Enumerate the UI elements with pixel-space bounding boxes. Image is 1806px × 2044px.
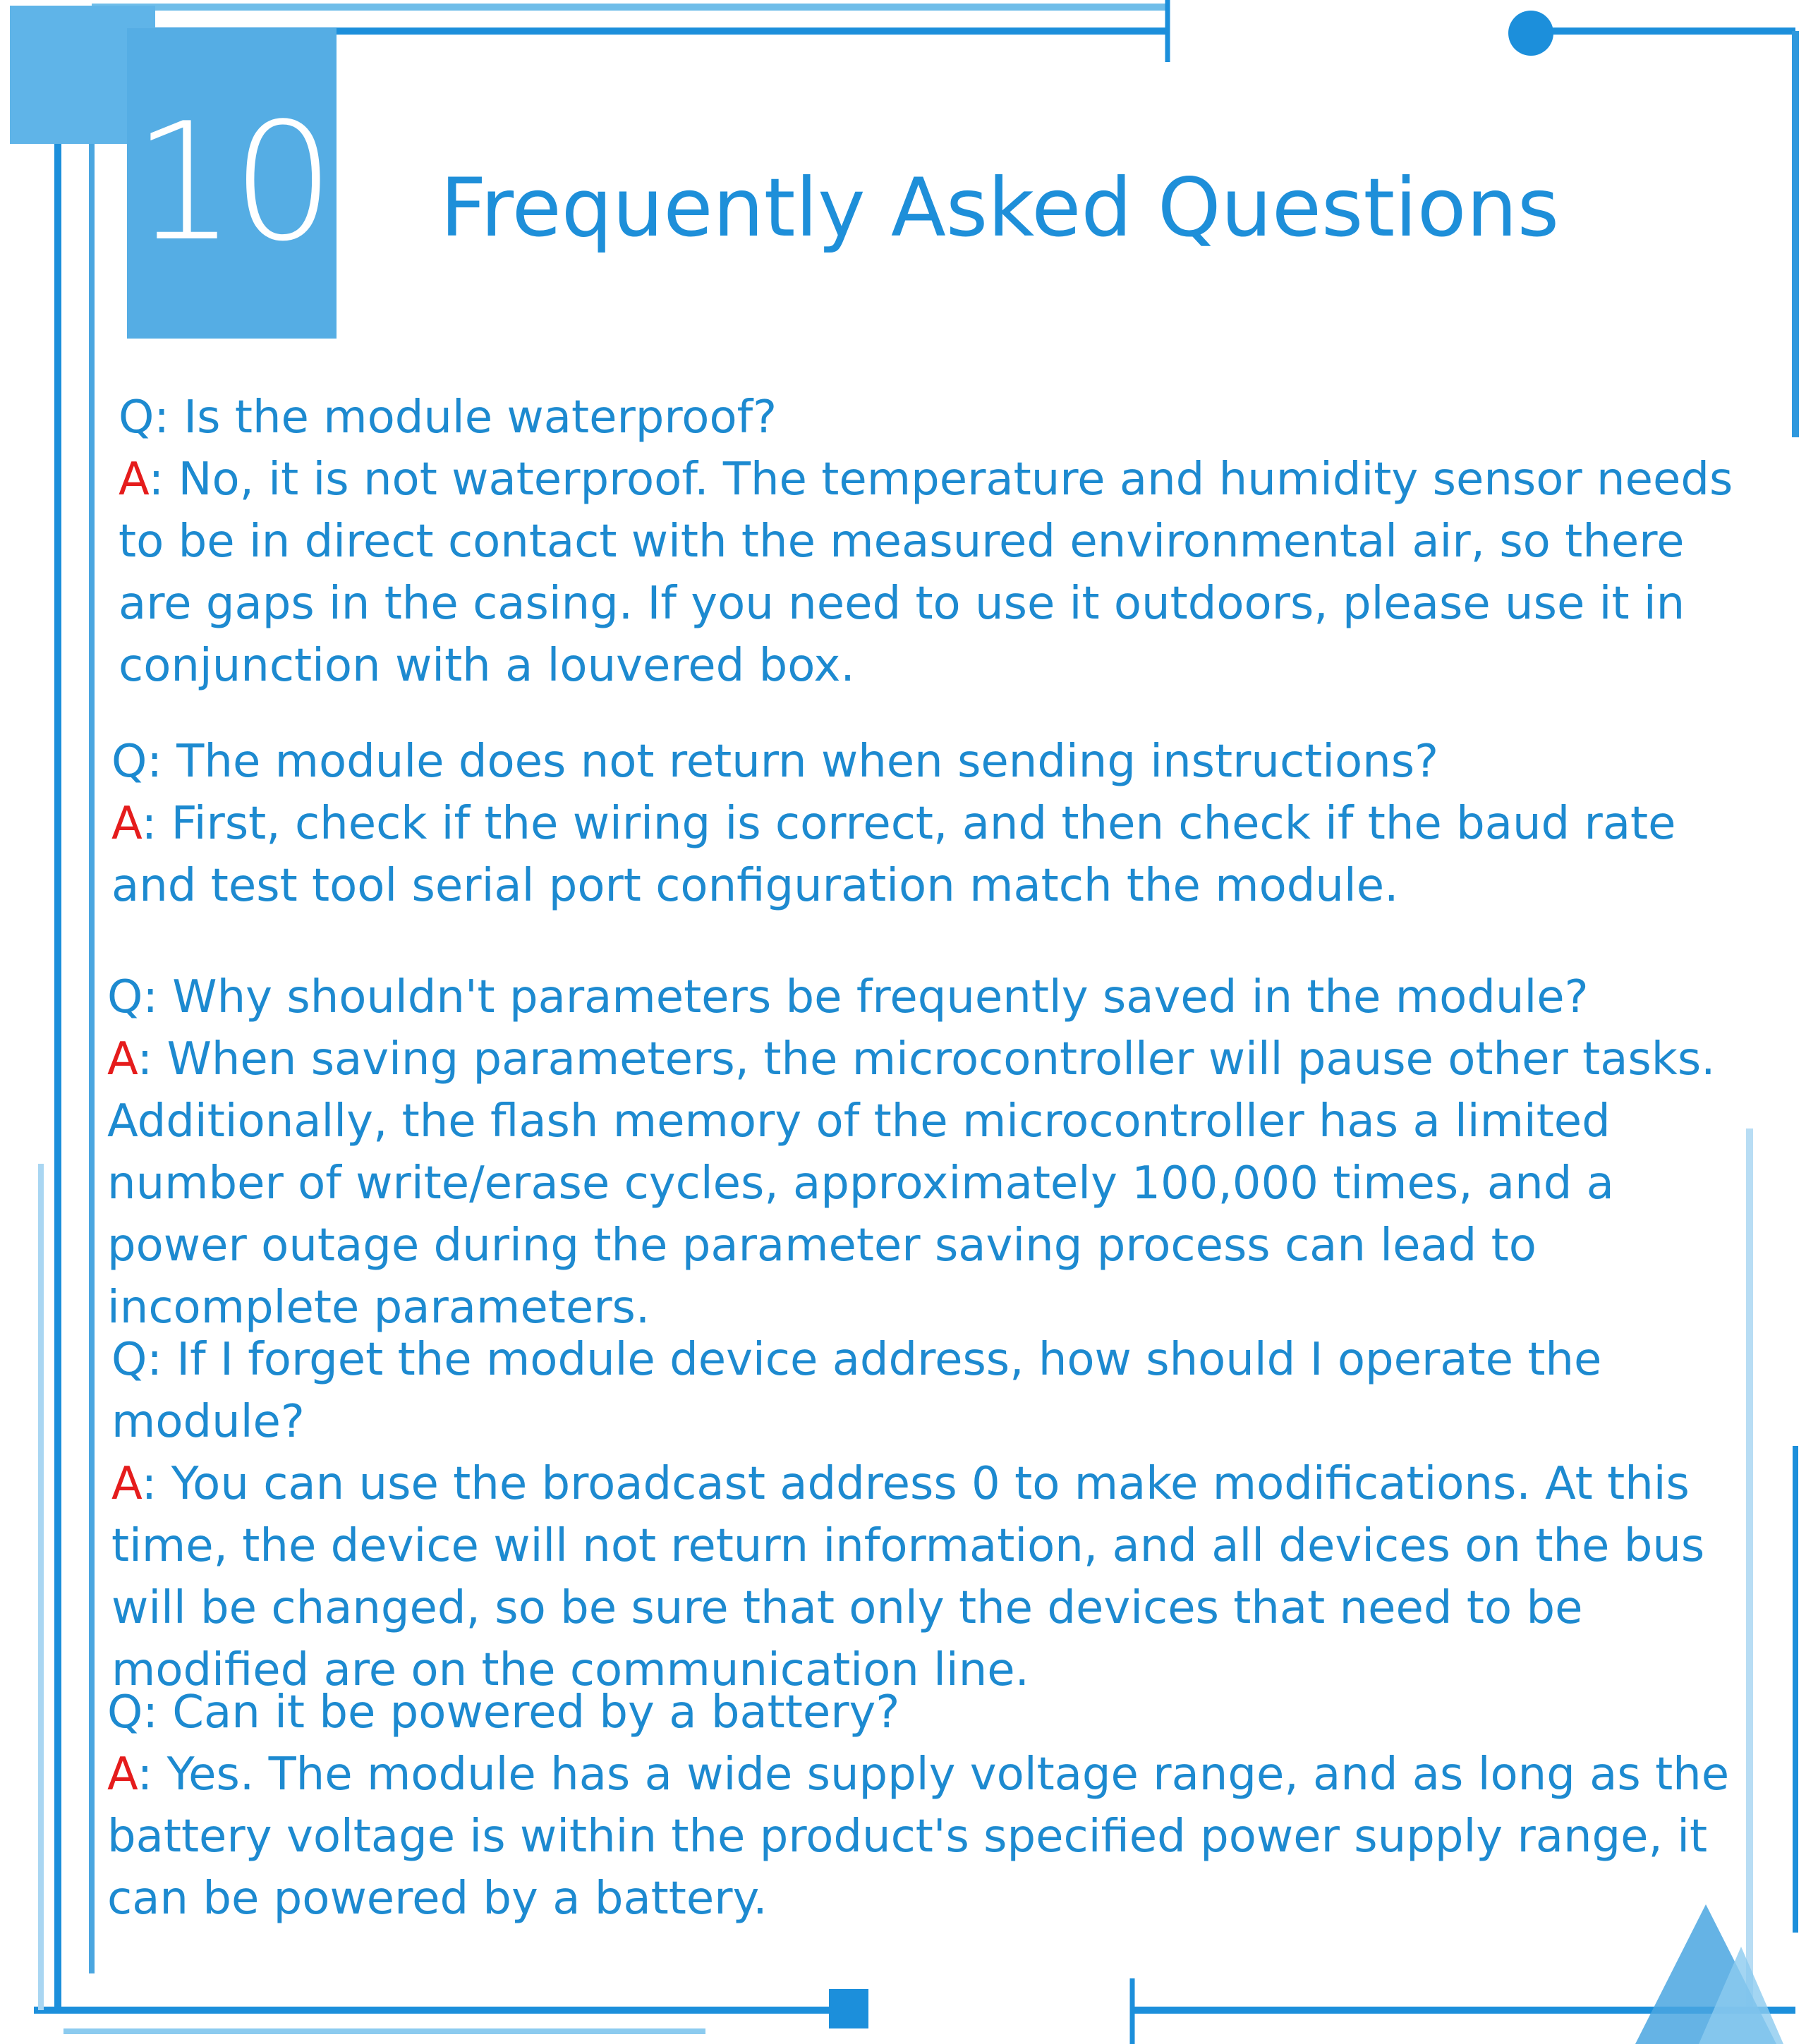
faq-item-2: [111, 731, 1755, 917]
faq-answer-text: : You can use the broadcast address 0 to make modifications. At this time, the device will not return information, and all devices on the bus will be changed, so be sure that only the devices that need to be modified are on the communication line.: [111, 1458, 1705, 1696]
faq-question: Q: Is the module waterproof?: [119, 391, 777, 444]
faq-question: Q: Can it be powered by a battery?: [107, 1686, 900, 1739]
faq-item-4: [111, 1329, 1776, 1701]
page-title: Frequently Asked Questions: [440, 161, 1560, 255]
faq-question: Q: The module does not return when sending instructions?: [111, 736, 1439, 788]
section-number-box: [127, 28, 337, 339]
faq-question: Q: Why shouldn't parameters be frequently saved in the module?: [107, 971, 1589, 1023]
faq-question: Q: If I forget the module device address, how should I operate the module?: [111, 1334, 1602, 1448]
answer-marker: A: [111, 1458, 142, 1510]
faq-answer: [111, 1453, 1776, 1701]
faq-answer-text: : No, it is not waterproof. The temperature and humidity sensor needs to be in direct contact with the measured environmental air, so there are gaps in the casing. If you need to use it outdoors, please use it in conjunction with a louvered box.: [119, 454, 1733, 692]
faq-answer: [107, 1028, 1751, 1339]
section-number: 10: [133, 89, 331, 277]
faq-item-5: [107, 1681, 1751, 1930]
faq-answer: [111, 793, 1755, 917]
faq-answer: [119, 449, 1762, 697]
faq-answer: [107, 1744, 1751, 1930]
answer-marker: A: [119, 454, 149, 506]
faq-item-1: [119, 387, 1762, 697]
faq-answer-text: : First, check if the wiring is correct, and then check if the baud rate and test tool serial port configuration match the module.: [111, 798, 1676, 912]
answer-marker: A: [107, 1748, 138, 1801]
faq-item-3: [107, 966, 1751, 1339]
faq-answer-text: : Yes. The module has a wide supply voltage range, and as long as the battery voltage is within the product's specified power supply range, it can be powered by a battery.: [107, 1748, 1730, 1925]
faq-answer-text: : When saving parameters, the microcontroller will pause other tasks. Additionally, the flash memory of the microcontroller has a limited number of write/erase cycles, approximately 100,000 times, and a power outage during the parameter saving process can lead to incomplete parameters.: [107, 1033, 1716, 1334]
answer-marker: A: [107, 1033, 138, 1085]
answer-marker: A: [111, 798, 142, 850]
